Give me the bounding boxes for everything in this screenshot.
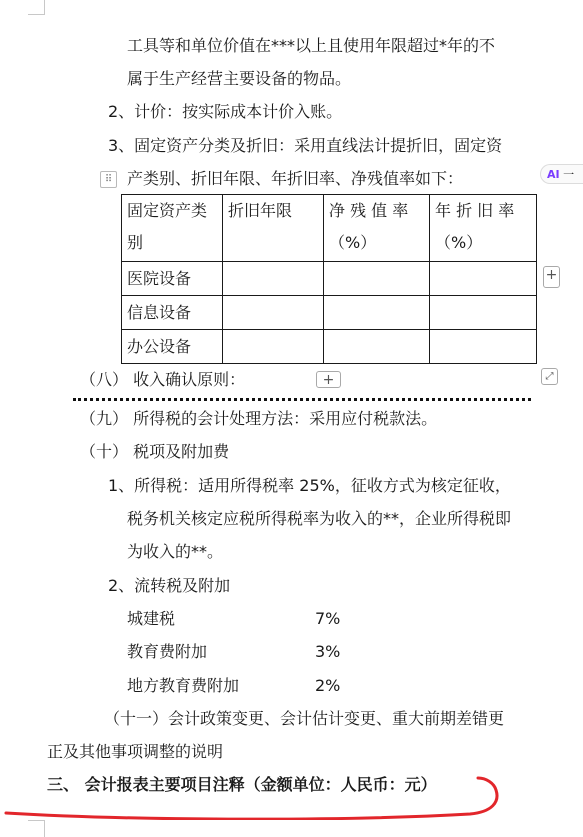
page-corner-mark-bottom	[28, 820, 45, 837]
table-cell[interactable]	[223, 330, 324, 364]
table-cell[interactable]: 信息设备	[122, 296, 223, 330]
section-break-dotted-line	[73, 398, 531, 401]
table-resize-icon[interactable]: ⤢	[541, 368, 558, 385]
surcharge-rate: 7%	[315, 609, 341, 628]
income-tax-line-1: 1、所得税：适用所得税率 25%，征收方式为核定征收，	[108, 476, 511, 495]
section-11-line-1: （十一）会计政策变更、会计估计变更、重大前期差错更	[104, 709, 505, 728]
section-8-revenue-recognition: （八） 收入确认原则：	[80, 370, 246, 389]
paragraph-line-2: 属于生产经营主要设备的物品。	[127, 69, 352, 88]
income-tax-line-3: 为收入的**。	[127, 542, 224, 561]
section-10-taxes: （十） 税项及附加费	[80, 442, 230, 461]
ai-badge-label: 一	[563, 168, 575, 181]
table-cell[interactable]	[430, 296, 537, 330]
table-drag-handle-icon[interactable]: ⠿	[100, 171, 117, 188]
income-tax-line-2: 税务机关核定应税所得税率为收入的**，企业所得税即	[127, 509, 512, 528]
ai-assistant-button[interactable]	[540, 164, 583, 184]
table-cell[interactable]	[430, 330, 537, 364]
add-column-button[interactable]: +	[543, 266, 560, 288]
item-pricing: 2、计价：按实际成本计价入账。	[108, 102, 343, 121]
table-cell[interactable]	[324, 262, 430, 296]
paragraph-line-1: 工具等和单位价值在***以上且使用年限超过*年的不	[127, 36, 496, 55]
table-cell[interactable]	[324, 330, 430, 364]
surcharge-rate: 2%	[315, 676, 341, 695]
page-corner-mark-top	[28, 0, 45, 15]
add-row-button[interactable]: +	[316, 371, 341, 388]
fixed-asset-table	[121, 194, 537, 364]
header-depreciation-years: 折旧年限	[223, 195, 324, 262]
table-row	[122, 296, 537, 330]
table-cell[interactable]	[223, 296, 324, 330]
table-row	[122, 262, 537, 296]
table-cell[interactable]	[324, 296, 430, 330]
surcharge-name: 城建税	[127, 609, 176, 628]
header-residual-rate: 净 残 值 率 （%）	[324, 195, 430, 262]
table-cell[interactable]: 办公设备	[122, 330, 223, 364]
header-annual-depreciation-rate: 年 折 旧 率 （%）	[430, 195, 537, 262]
surcharge-name: 教育费附加	[127, 642, 208, 661]
red-annotation-underline	[0, 770, 583, 820]
item-depreciation-line-1: 3、固定资产分类及折旧：采用直线法计提折旧，固定资	[108, 136, 503, 155]
header-asset-category: 固定资产类别	[122, 195, 223, 262]
table-row	[122, 330, 537, 364]
section-9-income-tax: （九） 所得税的会计处理方法：采用应付税款法。	[80, 409, 438, 428]
table-cell[interactable]	[223, 262, 324, 296]
table-header-row	[122, 195, 537, 262]
table-cell[interactable]: 医院设备	[122, 262, 223, 296]
section-11-line-2: 正及其他事项调整的说明	[47, 742, 224, 761]
item-depreciation-line-2: 产类别、折旧年限、年折旧率、净残值率如下：	[127, 169, 464, 188]
part-3-heading: 三、 会计报表主要项目注释（金额单位：人民币：元）	[47, 775, 437, 794]
turnover-tax-heading: 2、流转税及附加	[108, 576, 231, 595]
ai-icon: AI	[547, 168, 560, 181]
table-cell[interactable]	[430, 262, 537, 296]
surcharge-rate: 3%	[315, 642, 341, 661]
surcharge-name: 地方教育费附加	[127, 676, 240, 695]
